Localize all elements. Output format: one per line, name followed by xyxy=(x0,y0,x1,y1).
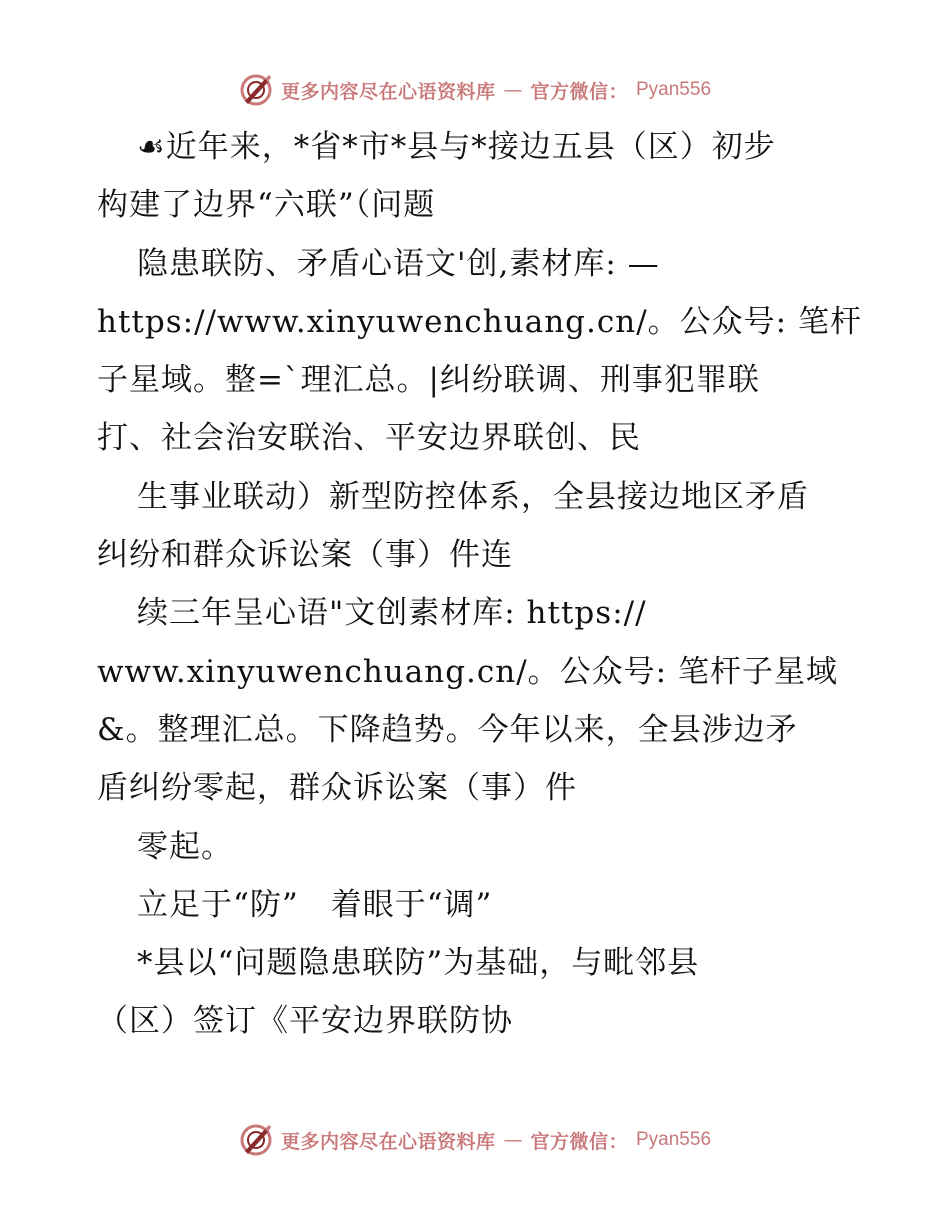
watermark-label: 官方微信： xyxy=(530,1130,628,1153)
brush-logo-icon xyxy=(239,1123,273,1157)
text-line: 隐患联防、矛盾心语文'创,素材库: — xyxy=(137,245,660,282)
watermark-label: 官方微信： xyxy=(530,80,628,103)
watermark-separator: — xyxy=(503,1129,523,1151)
text-line: 子星域。整=`理汇总。|纠纷联调、刑事犯罪联 xyxy=(97,362,760,399)
text-line: （区）签订《平安边界联防协 xyxy=(97,1003,513,1040)
text-line: ☙近年来，*省*市*县与*接边五县（区）初步 xyxy=(137,129,776,165)
text-line: 纠纷和群众诉讼案（事）件连 xyxy=(97,537,513,574)
document-body xyxy=(97,118,877,1051)
text-line: 打、社会治安联治、平安边界联创、民 xyxy=(97,420,641,457)
section-heading: 立足于“防” 着眼于“调” xyxy=(137,886,493,923)
text-line: 零起。 xyxy=(137,828,233,865)
text-line: 构建了边界“六联”（问题 xyxy=(97,187,436,224)
watermark-id: Pyan556 xyxy=(636,79,712,100)
watermark-text: 更多内容尽在心语资料库 xyxy=(280,1130,496,1153)
text-line: 生事业联动）新型防控体系，全县接边地区矛盾 xyxy=(137,478,809,515)
text-line: https://www.xinyuwenchuang.cn/。公众号: 笔杆 xyxy=(97,303,862,340)
text-line: 续三年呈心语"文创素材库: https:// xyxy=(137,595,647,632)
text-line: www.xinyuwenchuang.cn/。公众号: 笔杆子星域 xyxy=(97,653,838,690)
watermark-text: 更多内容尽在心语资料库 xyxy=(280,80,496,103)
header-watermark xyxy=(0,70,950,110)
watermark-id: Pyan556 xyxy=(636,1129,712,1150)
text-line: *县以“问题隐患联防”为基础，与毗邻县 xyxy=(137,945,700,982)
brush-logo-icon xyxy=(239,73,273,107)
watermark-separator: — xyxy=(503,79,523,101)
text-line: &。整理汇总。下降趋势。今年以来，全县涉边矛 xyxy=(97,711,798,748)
footer-watermark xyxy=(0,1120,950,1160)
text-line: 盾纠纷零起，群众诉讼案（事）件 xyxy=(97,770,577,807)
